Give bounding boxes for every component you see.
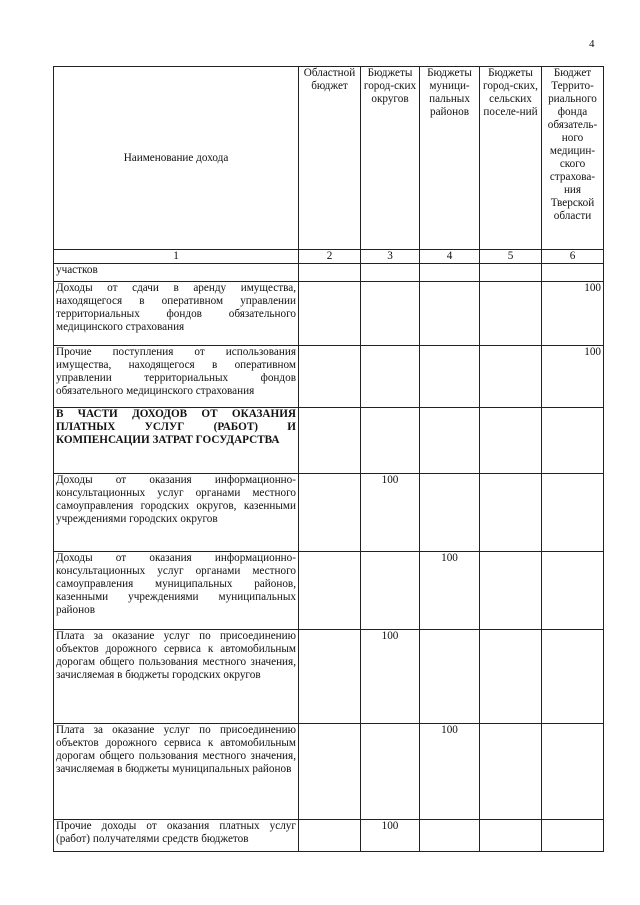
value-cell bbox=[542, 408, 604, 474]
value-cell bbox=[361, 724, 420, 820]
page-number: 4 bbox=[589, 38, 595, 50]
value-cell bbox=[542, 820, 604, 852]
value-cell bbox=[480, 820, 542, 852]
table-row bbox=[54, 346, 604, 408]
column-number-row bbox=[54, 250, 604, 264]
value-cell bbox=[299, 408, 361, 474]
column-number: 6 bbox=[542, 250, 604, 264]
value-cell bbox=[542, 552, 604, 630]
column-number: 5 bbox=[480, 250, 542, 264]
income-name: Доходы от оказания информационно-консультационных услуг органами местного самоуправления муниципальных районов, казенными учреждениями муниципальных районов bbox=[54, 552, 299, 630]
value-cell bbox=[299, 820, 361, 852]
value-cell bbox=[480, 630, 542, 724]
income-name: Прочие доходы от оказания платных услуг (работ) получателями средств бюджетов bbox=[54, 820, 299, 852]
value-cell: 100 bbox=[361, 474, 420, 552]
header-regional-budget: Областной бюджет bbox=[299, 67, 361, 250]
value-cell bbox=[361, 408, 420, 474]
value-cell bbox=[361, 282, 420, 346]
table-row bbox=[54, 820, 604, 852]
column-number: 3 bbox=[361, 250, 420, 264]
value-cell bbox=[299, 552, 361, 630]
header-income-name: Наименование дохода bbox=[54, 67, 299, 250]
column-number: 1 bbox=[54, 250, 299, 264]
value-cell bbox=[542, 630, 604, 724]
income-name: участков bbox=[54, 264, 299, 282]
value-cell bbox=[420, 630, 480, 724]
income-name: Плата за оказание услуг по присоединению объектов дорожного сервиса к автомобильным дорогам общего пользования местного значения, зачисляемая в бюджеты муниципальных районов bbox=[54, 724, 299, 820]
value-cell bbox=[480, 724, 542, 820]
value-cell bbox=[299, 282, 361, 346]
value-cell bbox=[420, 474, 480, 552]
table-row bbox=[54, 264, 604, 282]
value-cell bbox=[480, 264, 542, 282]
section-heading: В ЧАСТИ ДОХОДОВ ОТ ОКАЗАНИЯ ПЛАТНЫХ УСЛУГ (РАБОТ) И КОМПЕНСАЦИИ ЗАТРАТ ГОСУДАРСТВА bbox=[54, 408, 299, 474]
header-settlement-budgets: Бюджеты город-ских, сельских поселе-ний bbox=[480, 67, 542, 250]
value-cell: 100 bbox=[420, 552, 480, 630]
value-cell bbox=[480, 408, 542, 474]
section-heading-row bbox=[54, 408, 604, 474]
value-cell bbox=[420, 264, 480, 282]
value-cell bbox=[361, 552, 420, 630]
value-cell bbox=[480, 474, 542, 552]
value-cell bbox=[361, 346, 420, 408]
table-row bbox=[54, 282, 604, 346]
value-cell bbox=[299, 474, 361, 552]
value-cell bbox=[542, 724, 604, 820]
value-cell bbox=[480, 282, 542, 346]
value-cell bbox=[361, 264, 420, 282]
income-name: Прочие поступления от использования имущества, находящегося в оперативном управлении территориальных фондов обязательного медицинского страхования bbox=[54, 346, 299, 408]
value-cell bbox=[299, 724, 361, 820]
column-number: 4 bbox=[420, 250, 480, 264]
income-name: Доходы от оказания информационно-консультационных услуг органами местного самоуправления городских округов, казенными учреждениями городских округов bbox=[54, 474, 299, 552]
header-medical-insurance-fund-budget: Бюджет Террито-риального фонда обязатель-ного медицин-ского страхова-ния Тверской области bbox=[542, 67, 604, 250]
value-cell bbox=[420, 346, 480, 408]
value-cell: 100 bbox=[361, 820, 420, 852]
value-cell: 100 bbox=[542, 282, 604, 346]
value-cell bbox=[299, 346, 361, 408]
header-city-district-budgets: Бюджеты город-ских округов bbox=[361, 67, 420, 250]
income-distribution-table bbox=[53, 66, 604, 852]
value-cell bbox=[299, 264, 361, 282]
value-cell bbox=[542, 474, 604, 552]
value-cell bbox=[299, 630, 361, 724]
column-number: 2 bbox=[299, 250, 361, 264]
value-cell: 100 bbox=[542, 346, 604, 408]
table-row bbox=[54, 552, 604, 630]
value-cell bbox=[542, 264, 604, 282]
value-cell bbox=[420, 408, 480, 474]
value-cell bbox=[420, 282, 480, 346]
table-row bbox=[54, 724, 604, 820]
income-name: Доходы от сдачи в аренду имущества, находящегося в оперативном управлении территориальных фондов обязательного медицинского страхования bbox=[54, 282, 299, 346]
header-municipal-district-budgets: Бюджеты муници-пальных районов bbox=[420, 67, 480, 250]
value-cell: 100 bbox=[361, 630, 420, 724]
table-row bbox=[54, 630, 604, 724]
income-name: Плата за оказание услуг по присоединению объектов дорожного сервиса к автомобильным дорогам общего пользования местного значения, зачисляемая в бюджеты городских округов bbox=[54, 630, 299, 724]
table-header-row bbox=[54, 67, 604, 250]
value-cell bbox=[480, 346, 542, 408]
value-cell: 100 bbox=[420, 724, 480, 820]
table-row bbox=[54, 474, 604, 552]
value-cell bbox=[480, 552, 542, 630]
value-cell bbox=[420, 820, 480, 852]
